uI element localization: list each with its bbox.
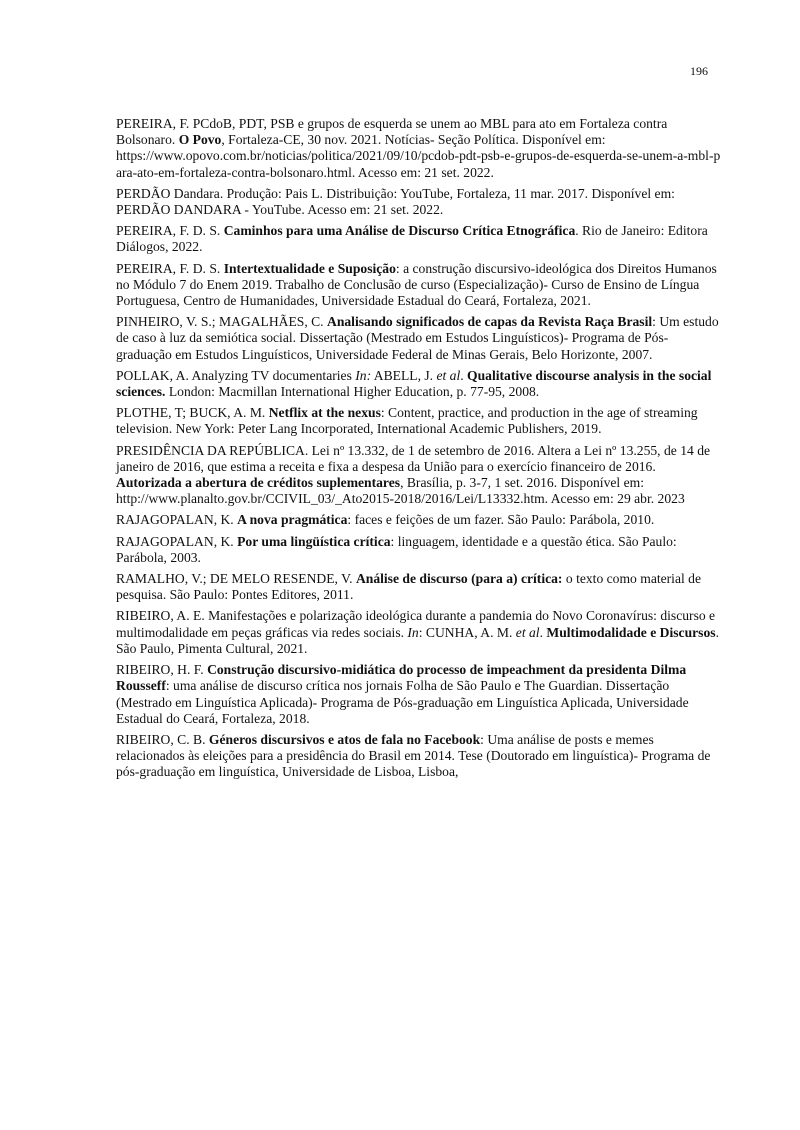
reference-entry <box>116 571 721 603</box>
ref-url[interactable]: https://www.opovo.com.br/noticias/politica/2021/09/10/pcdob-pdt-psb-e-grupos-de-esquerda-se-unem-a-mbl-para-ato-em-fortaleza-contra-bolsonaro.html <box>116 148 721 180</box>
reference-entry <box>116 534 721 566</box>
reference-entry <box>116 368 721 400</box>
reference-list <box>116 116 721 786</box>
reference-entry <box>116 116 721 181</box>
ref-author: RAJAGOPALAN, K. <box>116 512 234 528</box>
reference-entry <box>116 732 721 781</box>
ref-text: Analyzing TV documentaries <box>188 367 356 383</box>
ref-title: Construção discursivo-midiática do processo de impeachment da presidenta Dilma Rousseff <box>116 662 687 694</box>
page-number: 196 <box>690 64 708 78</box>
ref-title: Qualitative discourse analysis in the social sciences. <box>116 367 712 400</box>
ref-title: Géneros discursivos e atos de fala no Facebook <box>208 731 481 747</box>
ref-title: O Povo <box>178 132 222 148</box>
ref-title: Por uma lingüística crítica <box>237 533 391 549</box>
ref-author: RIBEIRO, H. F. <box>116 662 204 678</box>
ref-title: Analisando significados de capas da Revista Raça Brasil <box>327 314 653 330</box>
ref-author: PEREIRA, F. D. S. <box>116 260 221 276</box>
ref-author: PEREIRA, F. <box>116 116 190 131</box>
ref-author: PERDÃO Dandara. <box>116 185 224 201</box>
ref-author: RIBEIRO, C. B. <box>116 731 206 747</box>
ref-title: Autorizada a abertura de créditos suplementares <box>116 475 401 491</box>
ref-text: . São Paulo, Pimenta Cultural, 2021. <box>116 624 719 656</box>
ref-text: : faces e feições de um fazer. São Paulo: Parábola, 2010. <box>347 512 655 528</box>
ref-text: London: Macmillan International Higher Education, p. 77-95, 2008. <box>165 384 540 400</box>
reference-entry <box>116 443 721 508</box>
ref-title: Intertextualidade e Suposição <box>223 260 396 276</box>
ref-author: POLLAK, A. <box>116 367 189 383</box>
ref-text: , Fortaleza-CE, 30 nov. 2021. Notícias- Seção Política. Disponível em: <box>221 132 606 148</box>
ref-text: Lei nº 13.332, de 1 de setembro de 2016. Altera a Lei nº 13.255, de 14 de janeiro de 2016, que estima a receita e fixa a despesa da União para o exercício financeiro de 2016. <box>116 442 711 474</box>
ref-et-al: et al <box>436 367 461 383</box>
ref-url[interactable]: http://www.planalto.gov.br/CCIVIL_03/_Ato2015-2018/2016/Lei/L13332.htm <box>116 491 545 507</box>
ref-access: . Acesso em: 29 abr. 2023 <box>544 491 685 507</box>
reference-entry <box>116 512 721 528</box>
ref-title: Caminhos para uma Análise de Discurso Crítica Etnográfica <box>223 223 576 239</box>
ref-text: : CUNHA, A. M. <box>418 624 516 640</box>
ref-author: RAMALHO, V.; DE MELO RESENDE, V. <box>116 571 353 587</box>
ref-text: : Um estudo de caso à luz da semiótica social. Dissertação (Mestrado em Estudos Linguísticos)- Programa de Pós-graduação em Estudos Linguísticos, Universidade Federal de Minas Gerais, Belo Horizonte, 2007. <box>116 314 719 362</box>
ref-title: A nova pragmática <box>237 512 348 528</box>
reference-entry <box>116 405 721 437</box>
ref-access: . Acesso em: 21 set. 2022. <box>351 164 494 180</box>
ref-text: Manifestações e polarização ideológica durante a pandemia do Novo Coronavírus: discurso e multimodalidade em peças gráficas via redes sociais. <box>116 608 716 640</box>
reference-entry <box>116 186 721 218</box>
ref-author: RIBEIRO, A. E. <box>116 608 205 624</box>
ref-text: : Content, practice, and production in the age of streaming television. New York: Peter Lang Incorporated, International Academic Publishers, 2019. <box>116 405 698 437</box>
ref-text: : Uma análise de posts e memes relacionados às eleições para a presidência do Brasil em 2014. Tese (Doutorado em linguística)- Programa de pós-graduação em linguística, Universidade de Lisboa, Lisboa, <box>116 731 711 780</box>
ref-text: Produção: Pais L. Distribuição: YouTube, Fortaleza, 11 mar. 2017. Disponível em: PERDÃO DANDARA - YouTube. Acesso em: 21 set. 2022. <box>116 185 675 218</box>
ref-text: PCdoB, PDT, PSB e grupos de esquerda se unem ao MBL para ato em Fortaleza contra Bolsonaro. <box>116 116 668 148</box>
reference-entry <box>116 261 721 310</box>
ref-text: : uma análise de discurso crítica nos jornais Folha de São Paulo e The Guardian. Dissertação (Mestrado em Linguística Aplicada)- Programa de Pós-graduação em Linguística Aplicada, Universidade Estadual do Ceará, Fortaleza, 2018. <box>116 678 689 726</box>
ref-author: PRESIDÊNCIA DA REPÚBLICA. <box>116 442 309 458</box>
ref-text: : a construção discursivo-ideológica dos Direitos Humanos no Módulo 7 do Enem 2019. Trabalho de Conclusão de curso (Especialização)- Curso de Ensino de Língua Portuguesa, Centro de Humanidades, Universidade Estadual do Ceará, Fortaleza, 2021. <box>116 260 717 309</box>
ref-in-label: In <box>407 624 419 640</box>
ref-text: . <box>460 367 468 383</box>
reference-entry <box>116 223 721 255</box>
ref-title: Netflix at the nexus <box>268 405 381 421</box>
ref-author: PLOTHE, T; BUCK, A. M. <box>116 405 266 421</box>
ref-author: RAJAGOPALAN, K. <box>116 533 234 549</box>
ref-author: PINHEIRO, V. S.; MAGALHÃES, C. <box>116 314 324 330</box>
ref-text: . <box>539 624 547 640</box>
reference-entry <box>116 314 721 363</box>
reference-entry <box>116 608 721 657</box>
ref-text: ABELL, J. <box>371 367 437 383</box>
ref-in-label: In: <box>355 367 372 383</box>
ref-et-al: et al <box>515 624 540 640</box>
ref-text: , Brasília, p. 3-7, 1 set. 2016. Disponível em: <box>400 475 644 491</box>
reference-entry <box>116 662 721 727</box>
ref-text: . Rio de Janeiro: Editora Diálogos, 2022. <box>116 223 708 255</box>
ref-text: : linguagem, identidade e a questão ética. São Paulo: Parábola, 2003. <box>116 533 677 565</box>
ref-title: Multimodalidade e Discursos <box>546 624 716 640</box>
ref-text: o texto como material de pesquisa. São Paulo: Pontes Editores, 2011. <box>116 571 702 603</box>
ref-title: Análise de discurso (para a) crítica: <box>355 571 563 587</box>
ref-author: PEREIRA, F. D. S. <box>116 223 221 239</box>
